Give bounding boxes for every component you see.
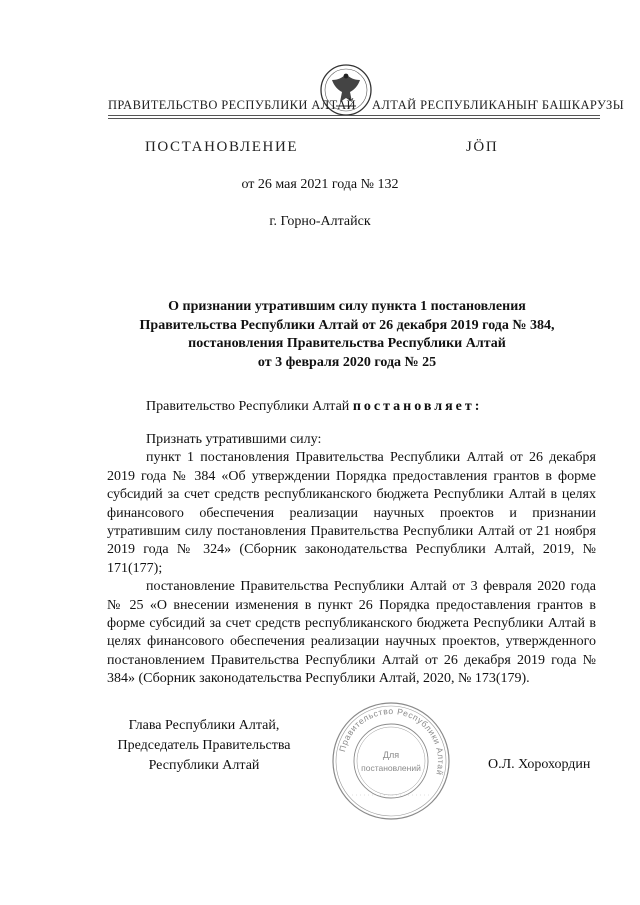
city-line: г. Горно-Алтайск bbox=[269, 214, 371, 229]
body-item-1: пункт 1 постановления Правительства Республики Алтай от 26 декабря 2019 года № 384 «Об утверждении Порядка предоставления грантов в форме субсидий за счет средств республиканского бюджета Республики Алтай в целях финансового обеспечения реализации научных проектов и признании утратившим силу постановления Правительства Республики Алтай от 21 ноября 2019 года № 324» (Сборник законодательства Республики Алтай, 2019, № 171(177); bbox=[107, 450, 596, 576]
signatory-name: О.Л. Хорохордин bbox=[488, 757, 591, 772]
stamp-center-line-2: постановлений bbox=[361, 763, 421, 773]
official-stamp bbox=[330, 700, 452, 822]
stamp-ring-text: Правительство Республики Алтай bbox=[336, 705, 447, 777]
header-rule-top bbox=[108, 115, 600, 116]
body-item-2: постановление Правительства Республики Алтай от 3 февраля 2020 года № 25 «О внесении изменения в пункт 26 Порядка предоставления грантов в форме субсидий за счет средств республиканского бюджета Республики Алтай в целях финансового обеспечения реализации научных проектов, утвержденного постановлением Правительства Республики Алтай от 26 декабря 2019 года № 384» (Сборник законодательства Республики Алтай, 2020, № 173(179). bbox=[107, 579, 596, 687]
header-rule-bottom bbox=[108, 118, 600, 119]
header-left: ПРАВИТЕЛЬСТВО РЕСПУБЛИКИ АЛТАЙ bbox=[108, 98, 356, 112]
title-line: Правительства Республики Алтай от 26 декабря 2019 года № 384, bbox=[139, 317, 555, 333]
position-line: Глава Республики Алтай, bbox=[128, 718, 280, 733]
position-line: Председатель Правительства bbox=[117, 738, 291, 753]
header-right: АЛТАЙ РЕСПУБЛИКАНЫҤ БАШКАРУЗЫ bbox=[372, 98, 625, 112]
preamble bbox=[107, 398, 596, 416]
doc-type-right: ЈӦП bbox=[466, 139, 499, 155]
preamble-text: Правительство Республики Алтай bbox=[146, 399, 353, 414]
title-line: от 3 февраля 2020 года № 25 bbox=[257, 354, 437, 370]
position-line: Республики Алтай bbox=[148, 758, 260, 773]
document-title bbox=[112, 298, 582, 372]
document-body bbox=[107, 431, 596, 689]
date-line: от 26 мая 2021 года № 132 bbox=[241, 177, 399, 192]
title-line: О признании утратившим силу пункта 1 постановления bbox=[168, 299, 526, 314]
signatory-position bbox=[104, 716, 304, 776]
preamble-emphasis: постановляет: bbox=[352, 399, 483, 414]
body-intro: Признать утратившими силу: bbox=[146, 432, 322, 447]
doc-type-left: ПОСТАНОВЛЕНИЕ bbox=[145, 139, 299, 155]
title-line: постановления Правительства Республики Алтай bbox=[188, 336, 506, 351]
stamp-center-line-1: Для bbox=[382, 750, 400, 760]
